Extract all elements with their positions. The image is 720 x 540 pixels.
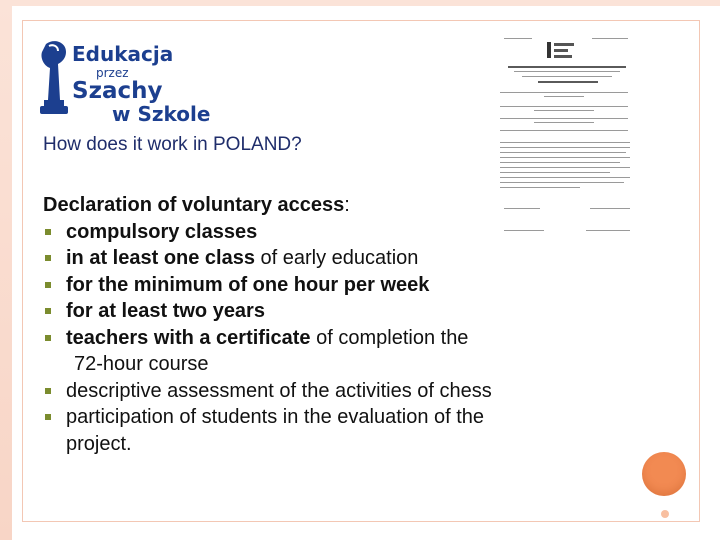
mini-logo-icon	[546, 40, 576, 60]
bullet-icon	[45, 229, 51, 235]
frame-left	[0, 0, 12, 540]
list-item: in at least one class of early education	[43, 245, 643, 272]
list-item: participation of students in the evaluation of the project.	[43, 404, 643, 457]
bullet-icon	[45, 282, 51, 288]
logo	[34, 38, 211, 126]
list-item: teachers with a certificate of completion the 72-hour course	[43, 325, 643, 378]
decor-dot	[661, 510, 669, 518]
bullet-icon	[45, 414, 51, 420]
bullet-icon	[45, 308, 51, 314]
requirements-list	[43, 219, 643, 458]
list-item: compulsory classes	[43, 219, 643, 246]
heading-bold: Declaration of voluntary access	[43, 194, 345, 216]
list-item: for the minimum of one hour per week	[43, 272, 643, 299]
logo-line-4: w Szkole	[112, 102, 211, 126]
logo-line-3: Szachy	[72, 78, 163, 104]
declaration-heading	[43, 192, 643, 219]
logo-line-1: Edukacja	[72, 42, 174, 66]
list-item: for at least two years	[43, 298, 643, 325]
frame-top	[0, 0, 720, 6]
chess-piece-icon	[36, 38, 76, 120]
main-content	[43, 192, 643, 457]
logo-line-2: przez	[96, 66, 129, 80]
page-subtitle: How does it work in POLAND?	[43, 134, 302, 155]
bullet-icon	[45, 335, 51, 341]
bullet-icon	[45, 255, 51, 261]
decor-circle	[642, 452, 686, 496]
bullet-icon	[45, 388, 51, 394]
heading-colon: :	[344, 194, 350, 216]
list-item: descriptive assessment of the activities of chess	[43, 378, 643, 405]
